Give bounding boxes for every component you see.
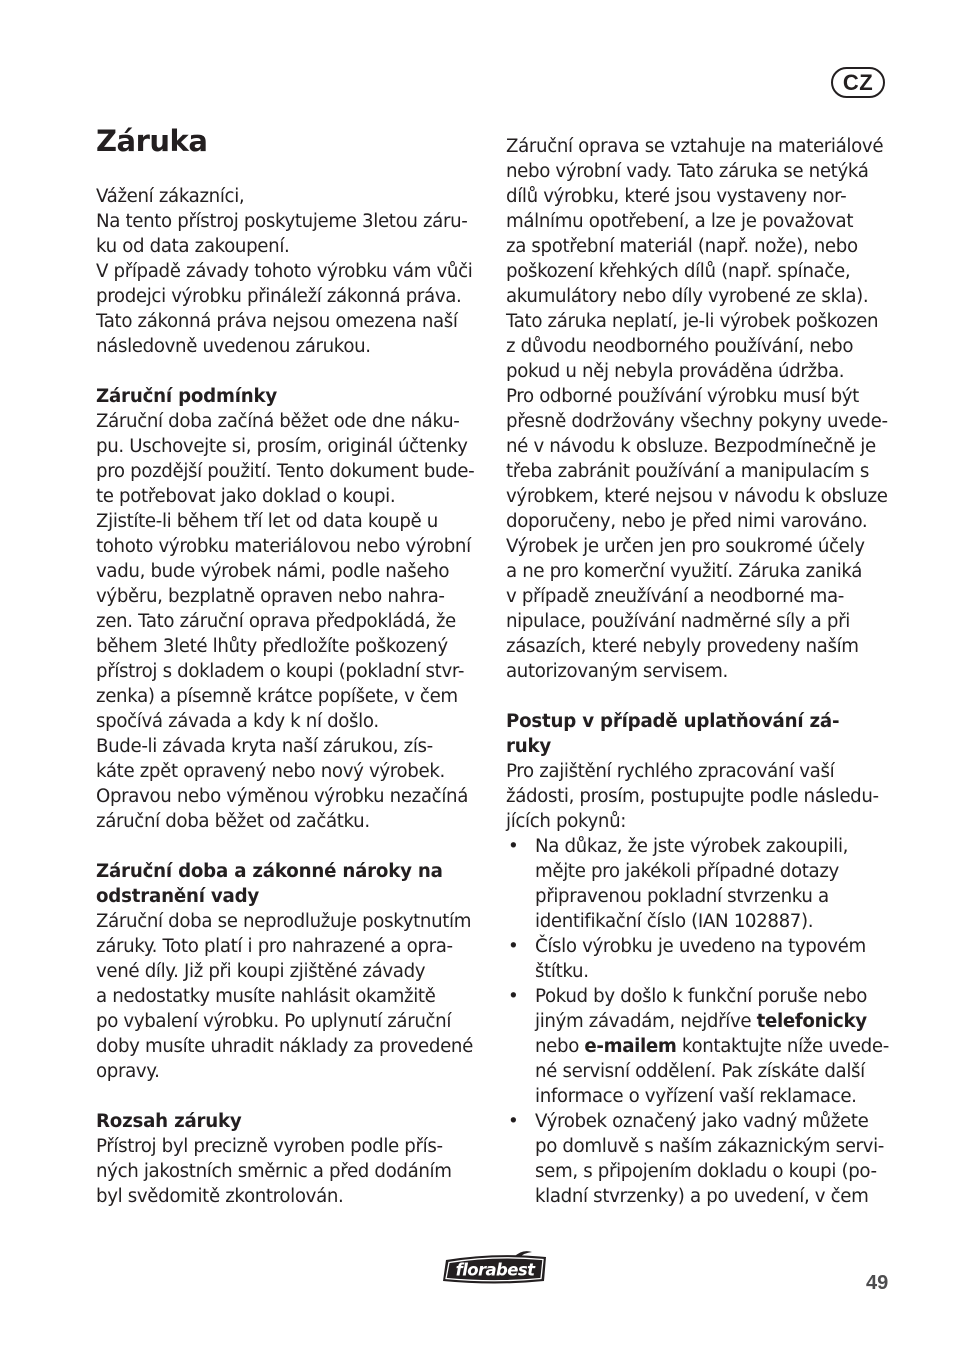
bullet-item	[506, 834, 901, 859]
florabest-logo	[440, 1250, 550, 1286]
text-line	[96, 1159, 491, 1184]
text-line	[96, 759, 491, 784]
text-line	[96, 909, 491, 934]
line-text: vadu, bude výrobek námi, podle našeho	[96, 561, 450, 582]
text-line	[506, 434, 901, 459]
text-line	[506, 509, 901, 534]
text-line	[506, 209, 901, 234]
line-text: následovně uvedenou zárukou.	[96, 336, 371, 357]
text-line	[96, 509, 491, 534]
line-text: akumulátory nebo díly vyrobené ze skla).	[506, 286, 869, 307]
text-line	[506, 534, 901, 559]
line-text: Pokud by došlo k funkční poruše nebo	[535, 986, 868, 1007]
line-text: Záruční doba se neprodlužuje poskytnutím	[96, 911, 472, 932]
text-line	[506, 259, 901, 284]
bullet-marker: •	[508, 1111, 519, 1132]
text-line	[506, 634, 901, 659]
line-text: štítku.	[535, 961, 589, 982]
line-text: připravenou pokladní stvrzenku a	[535, 886, 829, 907]
text-line	[506, 384, 901, 409]
text-line	[506, 859, 901, 884]
line-text: žádosti, prosím, postupujte podle následu-	[506, 786, 879, 807]
text-line	[96, 809, 491, 834]
text-line	[96, 634, 491, 659]
text-line	[506, 184, 901, 209]
text-line	[506, 134, 901, 159]
line-text: z důvodu neodborného používání, nebo	[506, 336, 854, 357]
text-line	[506, 1184, 901, 1209]
line-text: za spotřební materiál (např. nože), nebo	[506, 236, 858, 257]
line-text: pro pozdější použití. Tento dokument bude-	[96, 461, 475, 482]
text-line	[96, 709, 491, 734]
line-text: v případě zneužívání a neodborné ma-	[506, 586, 844, 607]
text-line	[96, 284, 491, 309]
line-text: doporučeny, nebo je před nimi varováno.	[506, 511, 868, 532]
text-line	[96, 1059, 491, 1084]
text-line	[506, 584, 901, 609]
line-text: Tato záruka neplatí, je-li výrobek poškozen	[506, 311, 879, 332]
text-line	[506, 909, 901, 934]
section-heading	[96, 384, 491, 409]
line-text: Opravou nebo výměnou výrobku nezačíná	[96, 786, 468, 807]
line-text: Pro odborné používání výrobku musí být	[506, 386, 859, 407]
text-line	[506, 809, 901, 834]
line-text: nipulace, používání nadměrné síly a při	[506, 611, 850, 632]
line-text: mějte pro jakékoli případné dotazy	[535, 861, 839, 882]
text-line	[96, 934, 491, 959]
text-line	[506, 309, 901, 334]
bullet-item	[506, 984, 901, 1009]
text-line	[506, 334, 901, 359]
text-line	[96, 184, 491, 209]
text-line	[506, 1159, 901, 1184]
line-text: spočívá závada a kdy k ní došlo.	[96, 711, 379, 732]
line-text: né servisní oddělení. Pak získáte další	[535, 1061, 865, 1082]
text-line	[96, 259, 491, 284]
line-text: Záruční oprava se vztahuje na materiálové	[506, 136, 884, 157]
text-span: jiným závadám, nejdříve	[535, 1011, 757, 1032]
text-line	[96, 1184, 491, 1209]
bullet-item	[506, 934, 901, 959]
text-line	[96, 959, 491, 984]
text-line	[506, 484, 901, 509]
line-text: Zjistíte-li během tří let od data koupě u	[96, 511, 438, 532]
text-line	[506, 884, 901, 909]
line-text: poškození křehkých dílů (např. spínače,	[506, 261, 851, 282]
line-text: pu. Uschovejte si, prosím, originál účtenky	[96, 436, 468, 457]
bullet-marker: •	[508, 986, 519, 1007]
text-line	[96, 334, 491, 359]
text-line	[96, 559, 491, 584]
section-heading	[96, 859, 491, 884]
text-line	[506, 409, 901, 434]
line-text: Postup v případě uplatňování zá-	[506, 711, 840, 732]
text-line	[96, 534, 491, 559]
line-text: né v návodu k obsluze. Bezpodmínečně je	[506, 436, 876, 457]
text-line	[506, 609, 901, 634]
line-text: kladní stvrzenky) a po uvedení, v čem	[535, 1186, 869, 1207]
line-text: Pro zajištění rychlého zpracování vaší	[506, 761, 835, 782]
paragraph-gap	[96, 834, 491, 859]
line-text: sem, s připojením dokladu o koupi (po-	[535, 1161, 877, 1182]
line-text: dílů výrobku, které jsou vystaveny nor-	[506, 186, 847, 207]
line-text: Tato zákonná práva nejsou omezena naší	[96, 311, 458, 332]
line-text: identifikační číslo (IAN 102887).	[535, 911, 814, 932]
line-text: záruky. Toto platí i pro nahrazené a opra-	[96, 936, 453, 957]
text-line	[96, 409, 491, 434]
text-line	[506, 759, 901, 784]
line-text: ruky	[506, 736, 552, 757]
line-text: Číslo výrobku je uvedeno na typovém	[535, 936, 866, 957]
text-line	[96, 1009, 491, 1034]
text-line	[96, 1134, 491, 1159]
text-line	[96, 484, 491, 509]
text-line	[96, 1034, 491, 1059]
logo-wordmark: florabest	[455, 1260, 535, 1280]
text-line	[506, 159, 901, 184]
text-line	[96, 309, 491, 334]
text-line	[96, 584, 491, 609]
line-text: Na důkaz, že jste výrobek zakoupili,	[535, 836, 849, 857]
text-line	[96, 659, 491, 684]
line-text: doby musíte uhradit náklady za provedené	[96, 1036, 473, 1057]
line-text: ných jakostních směrnic a před dodáním	[96, 1161, 452, 1182]
line-text: během 3leté lhůty předložíte poškozený	[96, 636, 448, 657]
line-text: Bude-li závada kryta naší zárukou, zís-	[96, 736, 433, 757]
text-line	[506, 1084, 901, 1109]
page-number: 49	[866, 1272, 889, 1294]
line-text: ku od data zakoupení.	[96, 236, 290, 257]
text-line	[96, 984, 491, 1009]
text-line	[506, 284, 901, 309]
section-heading	[96, 1109, 491, 1134]
line-text: Výrobek označený jako vadný můžete	[535, 1111, 869, 1132]
line-text: záruční doba běžet od začátku.	[96, 811, 370, 832]
text-line	[96, 784, 491, 809]
paragraph-gap	[96, 359, 491, 384]
text-line	[506, 234, 901, 259]
text-line	[96, 434, 491, 459]
text-line	[96, 459, 491, 484]
text-span: nebo	[535, 1036, 585, 1057]
line-text: vené díly. Již při koupi zjištěné závady	[96, 961, 426, 982]
line-text: výběru, bezplatně opraven nebo nahra-	[96, 586, 445, 607]
text-line	[506, 659, 901, 684]
line-text: te potřebovat jako doklad o koupi.	[96, 486, 396, 507]
line-text: V případě závady tohoto výrobku vám vůči	[96, 261, 473, 282]
line-text: pokud u něj nebyla prováděna údržba.	[506, 361, 845, 382]
text-line	[96, 609, 491, 634]
text-line	[506, 359, 901, 384]
line-text: a ne pro komerční využití. Záruka zaniká	[506, 561, 863, 582]
line-text: odstranění vady	[96, 886, 260, 907]
paragraph-gap	[96, 1084, 491, 1109]
line-text: Přístroj byl precizně vyroben podle přís-	[96, 1136, 443, 1157]
text-line	[506, 959, 901, 984]
line-text: opravy.	[96, 1061, 160, 1082]
section-heading	[506, 709, 901, 734]
text-line	[506, 1059, 901, 1084]
line-text: Na tento přístroj poskytujeme 3letou záru-	[96, 211, 468, 232]
line-text: Záruční doba začíná běžet ode dne náku-	[96, 411, 460, 432]
page-title: Záruka	[96, 124, 208, 158]
line-text: třeba zabránit používání a manipulacím s	[506, 461, 869, 482]
bullet-item	[506, 1109, 901, 1134]
text-line	[96, 684, 491, 709]
line-text: tohoto výrobku materiálovou nebo výrobní	[96, 536, 471, 557]
bullet-marker: •	[508, 936, 519, 957]
text-line	[506, 1009, 901, 1034]
text-line	[96, 234, 491, 259]
line-text: zen. Tato záruční oprava předpokládá, že	[96, 611, 456, 632]
bullet-marker: •	[508, 836, 519, 857]
line-text: po domluvě s naším zákaznickým servi-	[535, 1136, 885, 1157]
line-text: jících pokynů:	[506, 811, 627, 832]
text-line	[506, 459, 901, 484]
line-text: zásazích, které nebyly provedeny naším	[506, 636, 859, 657]
line-text: přístroj s dokladem o koupi (pokladní stvr-	[96, 661, 465, 682]
section-heading	[506, 734, 901, 759]
line-text: málnímu opotřebení, a lze je považovat	[506, 211, 854, 232]
text-line	[506, 784, 901, 809]
language-badge: CZ	[831, 67, 885, 98]
line-text: Rozsah záruky	[96, 1111, 242, 1132]
line-text: Záruční podmínky	[96, 386, 278, 407]
line-text: prodejci výrobku přináleží zákonná práva.	[96, 286, 462, 307]
line-text: Výrobek je určen jen pro soukromé účely	[506, 536, 865, 557]
line-text: informace o vyřízení vaší reklamace.	[535, 1086, 857, 1107]
line-text: a nedostatky musíte nahlásit okamžitě	[96, 986, 436, 1007]
text-line	[506, 1034, 901, 1059]
line-text: přesně dodržovány všechny pokyny uvede-	[506, 411, 888, 432]
text-span: kontaktujte níže uvede-	[676, 1036, 889, 1057]
text-line	[506, 559, 901, 584]
right-column	[506, 134, 901, 1209]
line-text: výrobkem, které nejsou v návodu k obsluze	[506, 486, 888, 507]
left-column	[96, 184, 491, 1209]
emphasis-text: e-mailem	[584, 1036, 677, 1057]
text-line	[506, 1134, 901, 1159]
line-text: Vážení zákazníci,	[96, 186, 245, 207]
line-text: po vybalení výrobku. Po uplynutí záruční	[96, 1011, 452, 1032]
line-text: zenka) a písemně krátce popíšete, v čem	[96, 686, 458, 707]
text-line	[96, 734, 491, 759]
line-text: káte zpět opravený nebo nový výrobek.	[96, 761, 445, 782]
emphasis-text: telefonicky	[756, 1011, 867, 1032]
text-line	[96, 209, 491, 234]
line-text: autorizovaným servisem.	[506, 661, 728, 682]
section-heading	[96, 884, 491, 909]
line-text: nebo výrobní vady. Tato záruka se netýká	[506, 161, 869, 182]
paragraph-gap	[506, 684, 901, 709]
line-text: Záruční doba a zákonné nároky na	[96, 861, 443, 882]
line-text: byl svědomitě zkontrolován.	[96, 1186, 344, 1207]
